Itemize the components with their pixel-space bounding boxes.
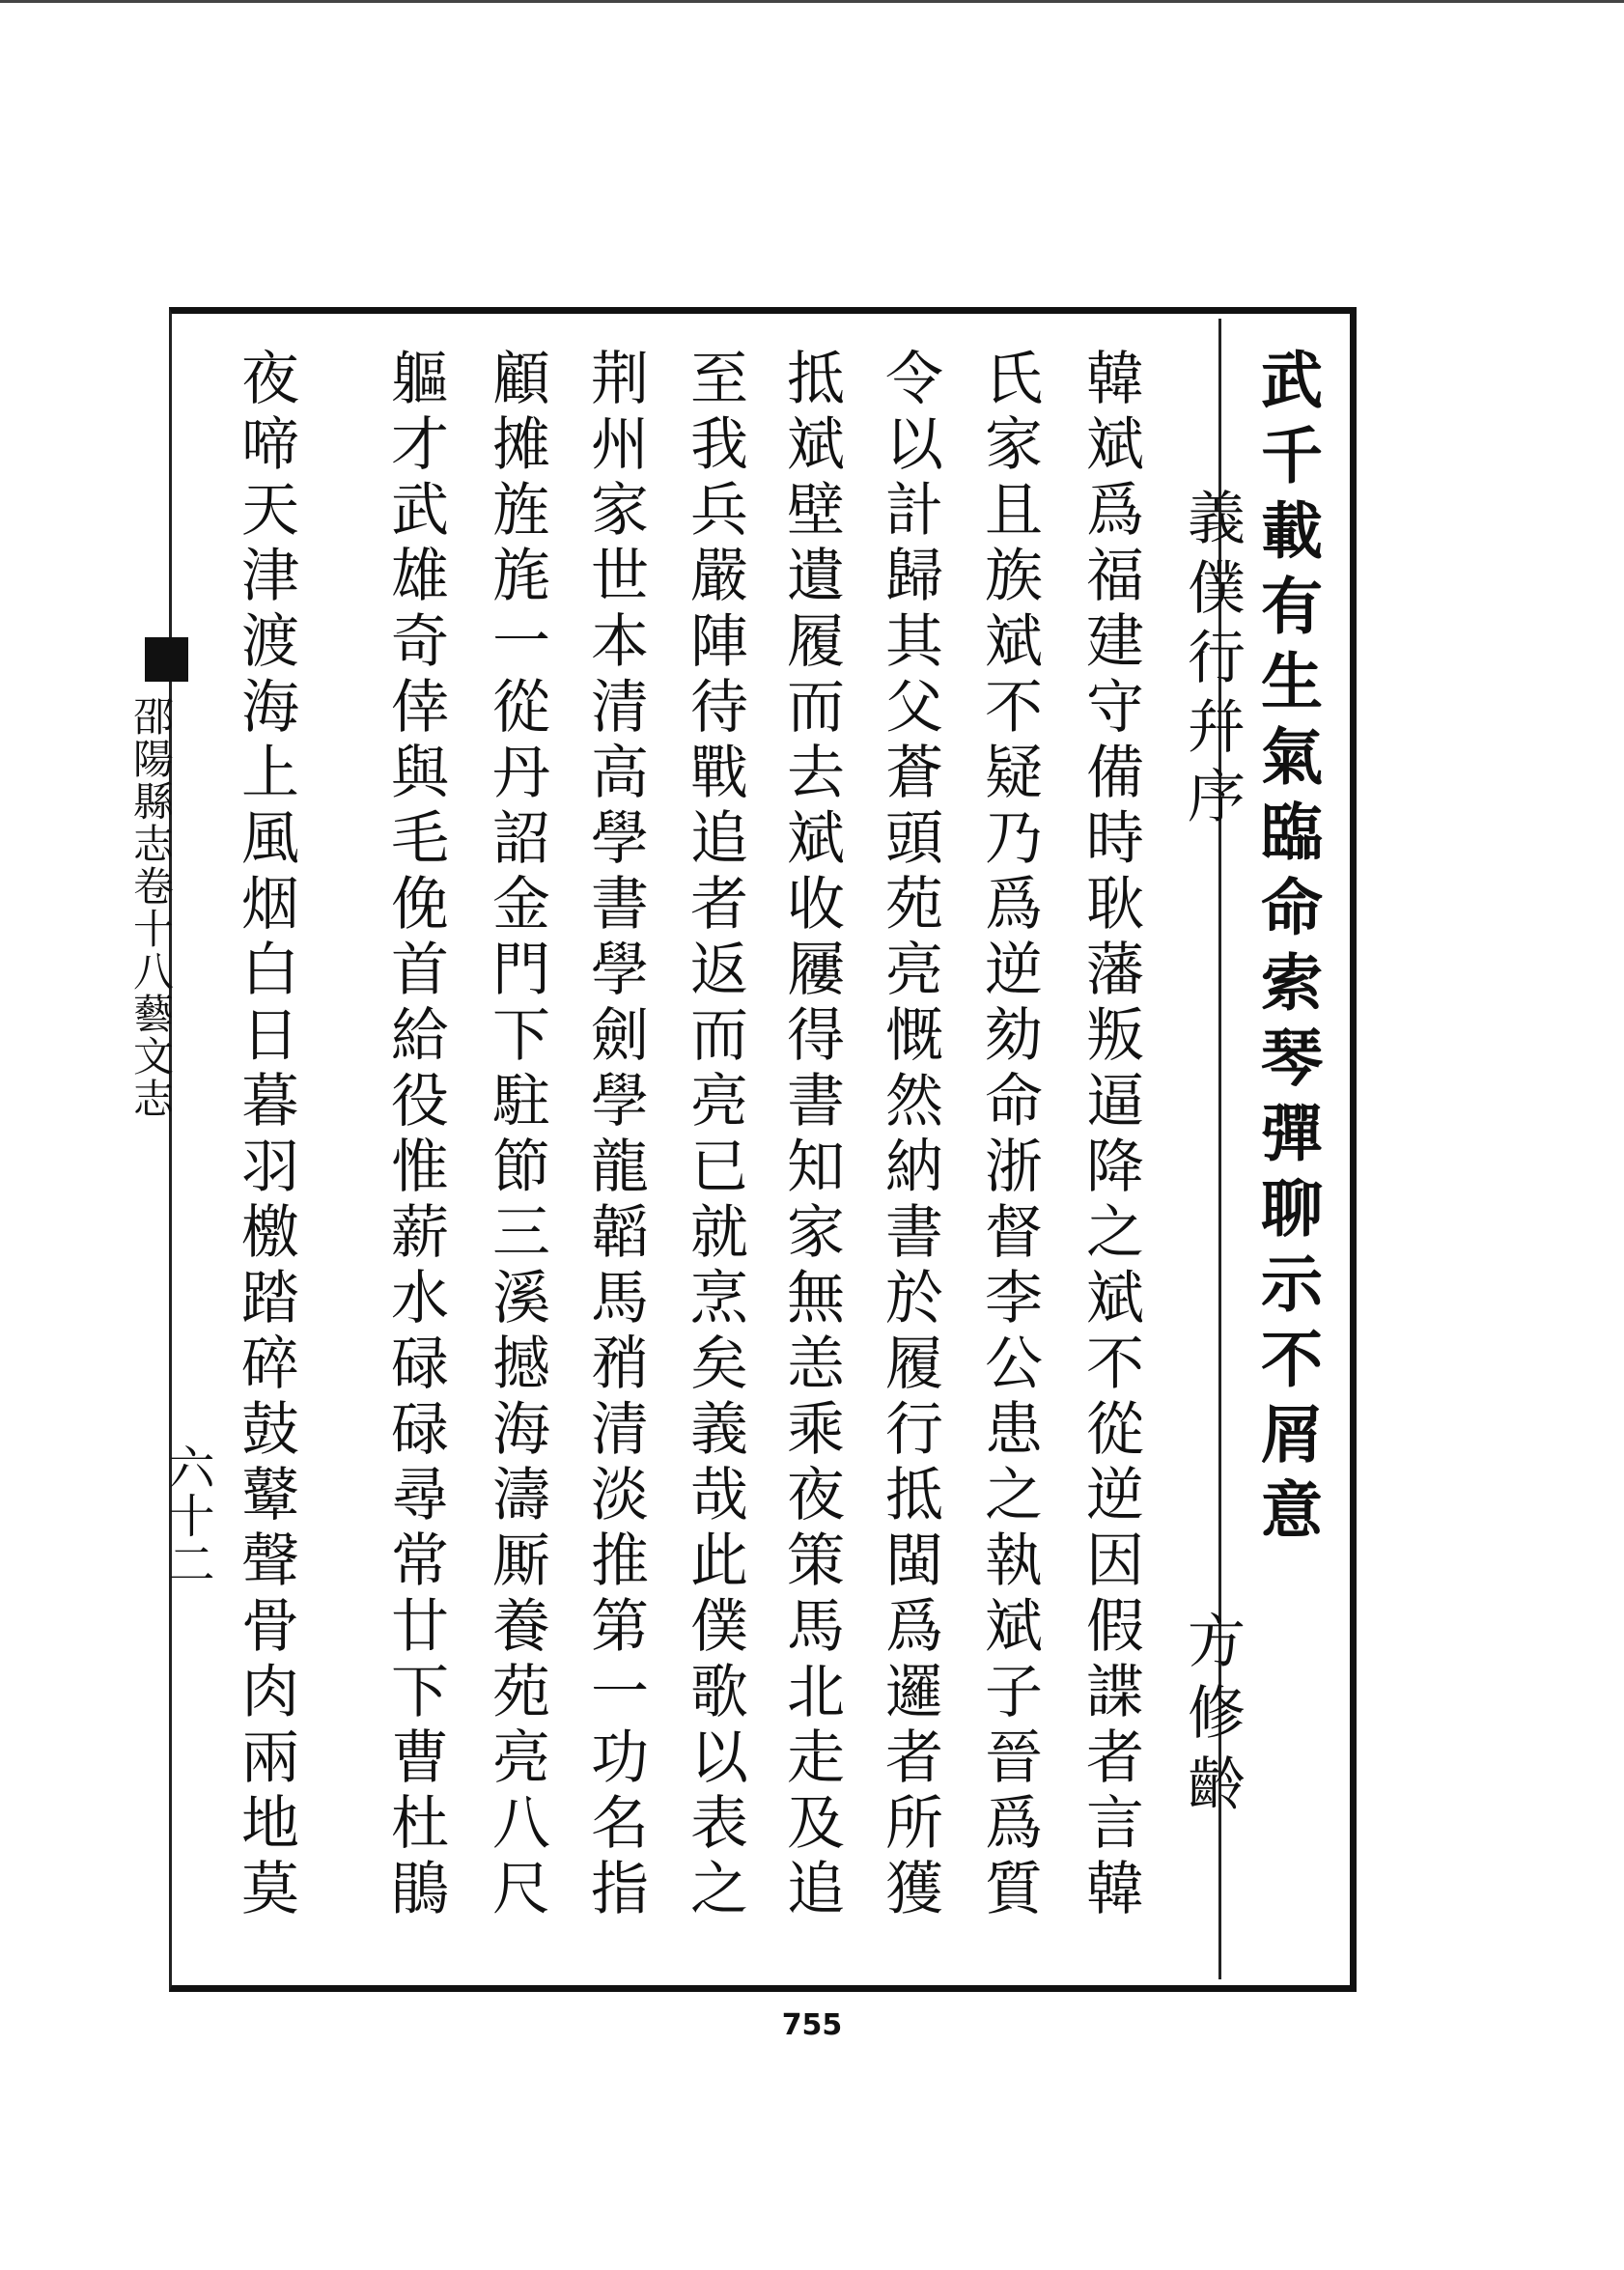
page-number: 755 bbox=[781, 2008, 843, 2042]
fishtail-mark bbox=[145, 637, 188, 682]
text-column-1: 韓斌爲福建守備時耿藩叛逼降之斌不從逆因假諜者言韓 bbox=[1077, 348, 1144, 1923]
margin-book-title: 邵陽縣志卷十八藝文志 bbox=[127, 695, 175, 1120]
text-column-9: 夜啼天津渡海上風烟白日暮羽檄踏碎鼓鼙聲骨肉兩地莫 bbox=[232, 348, 299, 1923]
poem-title: 義僕行幷序 bbox=[1178, 488, 1246, 835]
text-column-5: 至我兵嚴陣待戰追者返而亮已就烹矣義哉此僕歌以表之 bbox=[681, 348, 748, 1923]
margin-folio: 六十二 bbox=[160, 1443, 214, 1588]
text-column-6: 荆州家世本清高學書學劍學龍韜馬矟清淡推第一功名指 bbox=[581, 348, 649, 1923]
text-column-2: 氏家且族斌不疑乃爲逆劾命浙督李公患之執斌子晉爲質 bbox=[975, 348, 1043, 1923]
text-column-4: 抵斌壁遺履而去斌收屨得書知家無恙乘夜策馬北走及追 bbox=[777, 348, 845, 1923]
text-column-8: 軀才武雄奇倖與毛俛首給役惟薪水碌碌尋常廿下曹杜鵑 bbox=[381, 348, 449, 1923]
text-column-7: 顧摊旌旄一從丹詔金門下駐節三溪撼海濤厮養苑亮八尺 bbox=[483, 348, 550, 1923]
scan-top-edge bbox=[0, 0, 1624, 3]
text-column-3: 令以計歸其父蒼頭苑亮慨然納書於履行抵閩爲邏者所獲 bbox=[876, 348, 943, 1923]
author: 方修齡 bbox=[1178, 1611, 1246, 1825]
chapter-title: 武千載有生氣臨命索琴彈聊示不屑意 bbox=[1250, 348, 1323, 1553]
